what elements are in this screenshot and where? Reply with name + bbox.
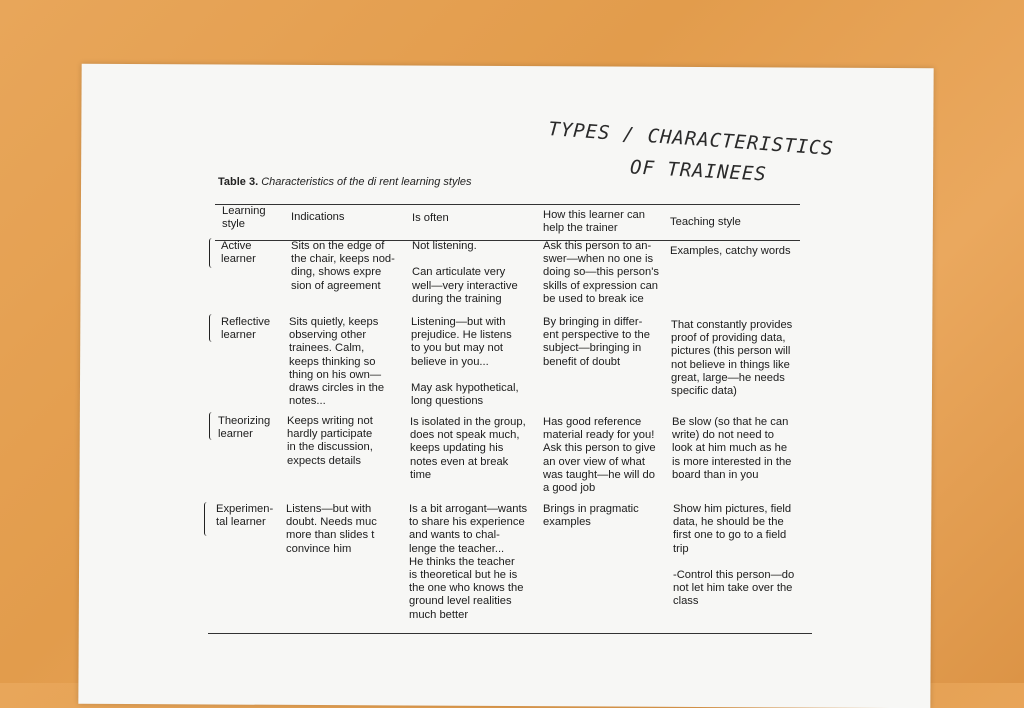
- table-row-3-indications: Keeps writing not hardly participate in the discussion, expects details: [287, 415, 373, 467]
- table-row-2-is-often: Listening—but with prejudice. He listens to you but may not believe in you... May ask hypothetical, long questions: [411, 316, 519, 408]
- row-bracket: [209, 314, 213, 342]
- table-caption-label: Table 3.: [218, 176, 259, 188]
- row-bracket: [209, 238, 213, 268]
- row-bracket: [204, 502, 208, 536]
- table-row-3-is-often: Is isolated in the group, does not speak much, keeps updating his notes even at break time: [410, 416, 526, 481]
- table-caption-text: Characteristics of the di rent learning styles: [261, 176, 472, 188]
- table-row-2-style: Reflective learner: [221, 316, 271, 342]
- table-row-1-is-often: Not listening. Can articulate very well—very interactive during the training: [412, 240, 518, 305]
- table-row-4-style: Experimen- tal learner: [216, 503, 274, 529]
- table-row-3-teaching: Be slow (so that he can write) do not need to look at him much as he is more interested in the board than in you: [672, 416, 792, 481]
- table-caption: [218, 176, 472, 188]
- table-row-4-teaching: Show him pictures, field data, he should be the first one to go to a field trip -Control this person—do not let him take over the class: [673, 503, 795, 608]
- header-indications: Indications: [291, 211, 345, 223]
- header-teaching-style: Teaching style: [670, 216, 741, 228]
- table-row-4-is-often: Is a bit arrogant—wants to share his experience and wants to chal- lenge the teacher... He thinks the teacher is theoretical but he is the one who knows the ground level realities much better: [409, 503, 528, 621]
- table-top-rule: [215, 204, 800, 205]
- table-row-2-help: By bringing in differ- ent perspective to the subject—bringing in benefit of doubt: [543, 316, 650, 368]
- header-how-help: How this learner can help the trainer: [543, 209, 645, 235]
- row-bracket: [209, 412, 213, 440]
- table-row-4-indications: Listens—but with doubt. Needs muc more than slides t convince him: [286, 503, 377, 555]
- handwritten-title-line1: TYPES / CHARACTERISTICS: [547, 118, 835, 160]
- table-row-1-help: Ask this person to an- swer—when no one is doing so—this person's skills of expression can be used to break ice: [543, 240, 659, 305]
- header-is-often: Is often: [412, 212, 449, 224]
- handwritten-title-line2: OF TRAINEES: [629, 156, 768, 186]
- table-row-2-teaching: That constantly provides proof of providing data, pictures (this person will not believe in things like great, large—he needs specific data): [671, 319, 793, 398]
- table-row-1-teaching: Examples, catchy words: [670, 245, 791, 257]
- table-row-3-style: Theorizing learner: [218, 415, 271, 441]
- table-row-1-indications: Sits on the edge of the chair, keeps nod- ding, shows expre sion of agreement: [291, 240, 395, 292]
- table-row-4-help: Brings in pragmatic examples: [543, 503, 639, 529]
- table-row-3-help: Has good reference material ready for you! Ask this person to give an over view of what was taught—he will do a good job: [543, 416, 656, 495]
- table-row-1-style: Active learner: [221, 240, 256, 266]
- table-row-2-indications: Sits quietly, keeps observing other trainees. Calm, keeps thinking so thing on his own— draws circles in the notes...: [289, 316, 385, 408]
- table-bottom-rule: [208, 633, 812, 634]
- header-learning-style: Learning style: [222, 205, 266, 231]
